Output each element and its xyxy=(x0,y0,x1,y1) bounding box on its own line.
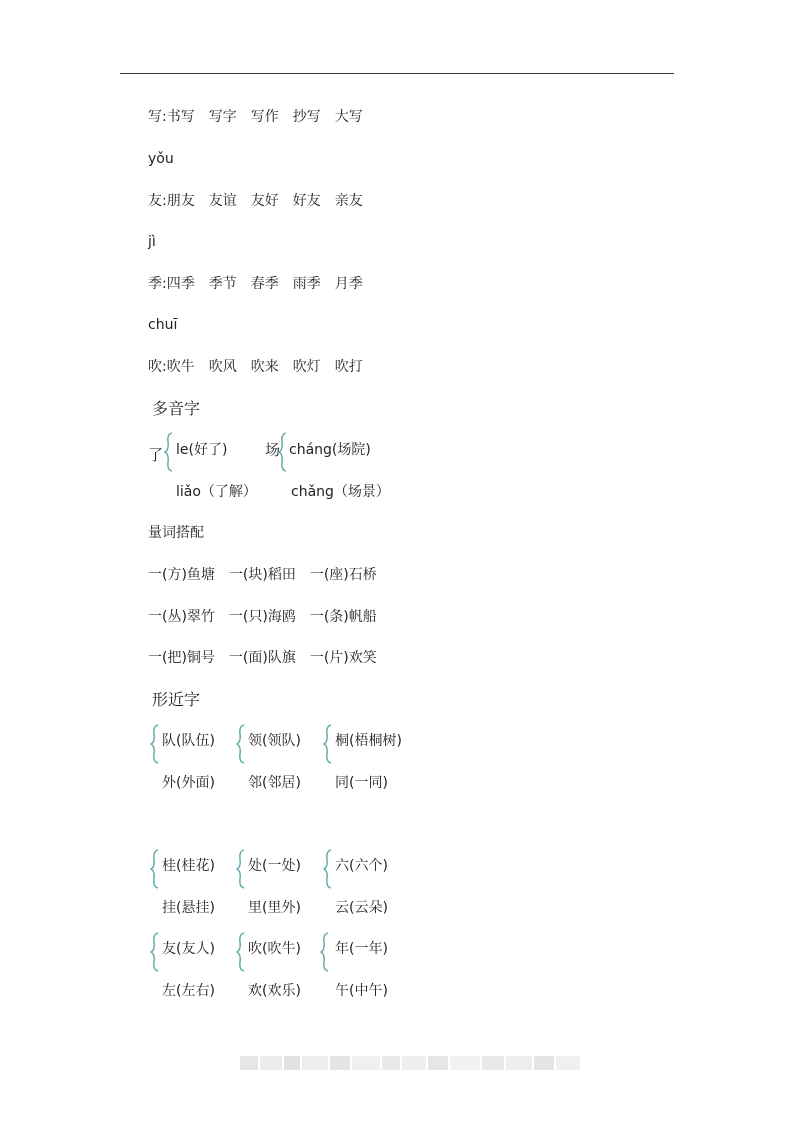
measure-row: 一(方)鱼塘 一(块)稻田 一(座)石桥 xyxy=(148,567,377,583)
brace-icon xyxy=(323,849,333,889)
similar-char-top: 队(队伍) xyxy=(162,733,215,749)
section-heading-polyphone: 多音字 xyxy=(152,399,201,418)
similar-char-top: 桂(桂花) xyxy=(162,858,215,874)
vocab-line: 季:四季 季节 春季 雨季 月季 xyxy=(148,276,363,292)
similar-char-bottom: 邻(邻居) xyxy=(248,775,301,791)
brace-icon xyxy=(278,432,288,472)
brace-icon xyxy=(323,724,333,764)
similar-char-top: 年(一年) xyxy=(335,941,388,957)
vocab-line: 友:朋友 友谊 友好 好友 亲友 xyxy=(148,193,363,209)
pinyin-line: yǒu xyxy=(148,151,174,167)
similar-char-top: 吹(吹牛) xyxy=(248,941,301,957)
pinyin-line: chuī xyxy=(148,317,178,333)
brace-icon xyxy=(150,849,160,889)
measure-row: 一(丛)翠竹 一(只)海鸥 一(条)帆船 xyxy=(148,609,377,625)
brace-icon xyxy=(150,932,160,972)
vocab-line: 吹:吹牛 吹风 吹来 吹灯 吹打 xyxy=(148,359,363,375)
blurred-footer-watermark xyxy=(240,1055,582,1071)
top-rule xyxy=(120,73,674,74)
polyphone-reading: chǎng（场景） xyxy=(291,484,390,500)
polyphone-reading: liǎo（了解） xyxy=(176,484,257,500)
brace-icon xyxy=(236,849,246,889)
pinyin-line: jì xyxy=(148,234,156,250)
similar-char-top: 六(六个) xyxy=(335,858,388,874)
similar-char-bottom: 云(云朵) xyxy=(335,900,388,916)
similar-char-bottom: 欢(欢乐) xyxy=(248,983,301,999)
vocab-line: 写:书写 写字 写作 抄写 大写 xyxy=(148,109,363,125)
similar-char-bottom: 同(一同) xyxy=(335,775,388,791)
section-heading-measure: 量词搭配 xyxy=(148,525,204,541)
similar-char-bottom: 左(左右) xyxy=(162,983,215,999)
similar-char-top: 处(一处) xyxy=(248,858,301,874)
brace-icon xyxy=(164,432,174,472)
brace-icon xyxy=(236,932,246,972)
similar-char-bottom: 午(中午) xyxy=(335,983,388,999)
section-heading-similar: 形近字 xyxy=(152,690,201,709)
similar-char-bottom: 里(里外) xyxy=(248,900,301,916)
polyphone-reading: le(好了) xyxy=(176,442,228,458)
brace-icon xyxy=(320,932,330,972)
polyphone-char: 了 xyxy=(148,446,164,464)
brace-icon xyxy=(236,724,246,764)
similar-char-bottom: 挂(悬挂) xyxy=(162,900,215,916)
measure-row: 一(把)铜号 一(面)队旗 一(片)欢笑 xyxy=(148,650,377,666)
brace-icon xyxy=(150,724,160,764)
similar-char-top: 友(友人) xyxy=(162,941,215,957)
similar-char-bottom: 外(外面) xyxy=(162,775,215,791)
similar-char-top: 领(领队) xyxy=(248,733,301,749)
similar-char-top: 桐(梧桐树) xyxy=(335,733,402,749)
polyphone-char: 场 xyxy=(265,441,281,459)
polyphone-reading: cháng(场院) xyxy=(289,442,371,458)
